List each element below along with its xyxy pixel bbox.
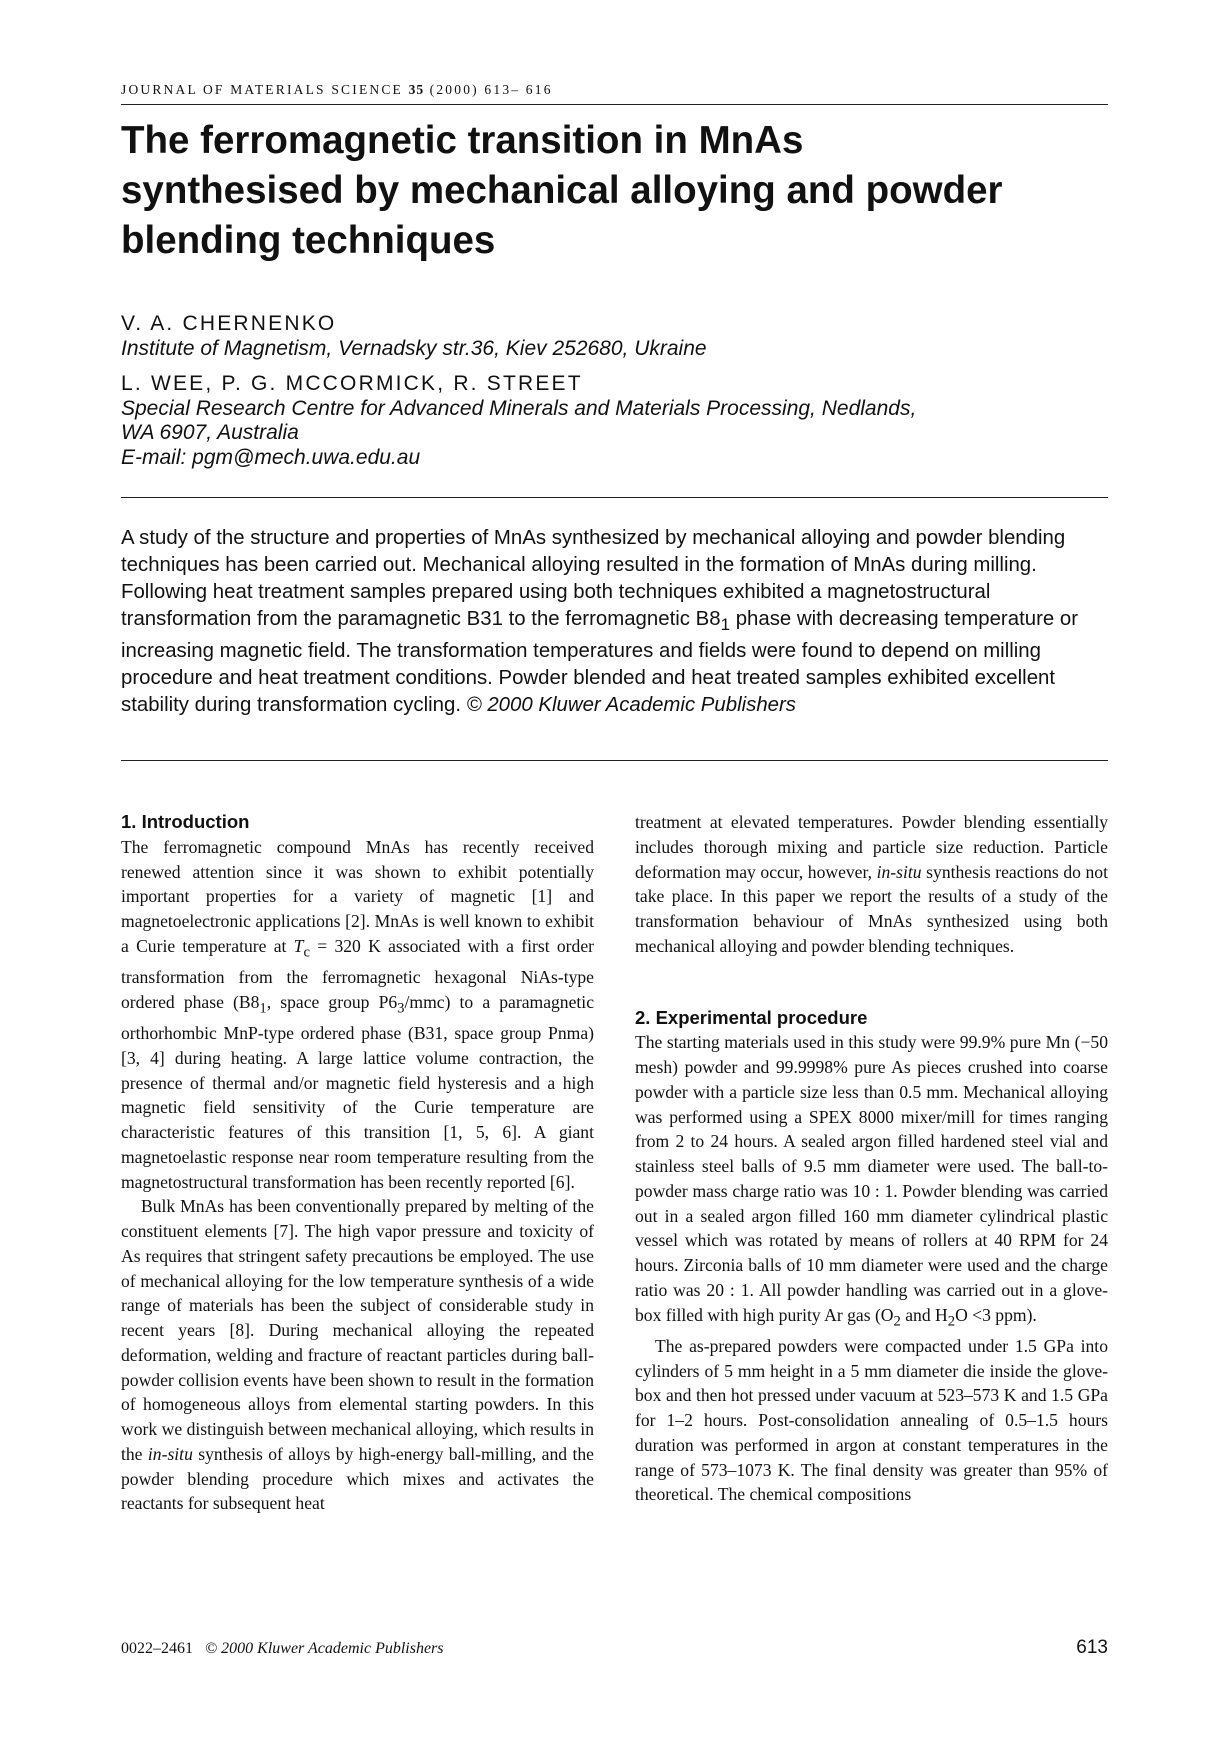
issn: 0022–2461 bbox=[121, 1640, 193, 1657]
affiliation-1: Institute of Magnetism, Vernadsky str.36, Kiev 252680, Ukraine bbox=[121, 336, 707, 360]
abstract-subscript: 1 bbox=[720, 615, 731, 635]
journal-year-pages: (2000) 613– 616 bbox=[429, 82, 553, 97]
section-heading-experimental: 2. Experimental procedure bbox=[635, 1006, 868, 1028]
footer-copyright: © 2000 Kluwer Academic Publishers bbox=[205, 1640, 444, 1657]
running-head bbox=[121, 82, 1108, 105]
abstract-copyright: © 2000 Kluwer Academic Publishers bbox=[466, 694, 797, 717]
abstract-text-cont: phase with decreasing temperature or increasing magnetic field. The transformation temperatures and fields were found to depend on milling procedure and heat treatment conditions. Powder blended and heat treated samples exhibited excellent stability during transformation cycling. bbox=[121, 608, 1078, 717]
paper-title: The ferromagnetic transition in MnAs synthesised by mechanical alloying and powder blending techniques bbox=[121, 119, 1003, 262]
page-number: 613 bbox=[1076, 1637, 1108, 1658]
author-names-1: V. A. CHERNENKO bbox=[121, 312, 337, 335]
right-column bbox=[635, 810, 1108, 1507]
contact-email: E-mail: pgm@mech.uwa.edu.au bbox=[121, 445, 421, 469]
divider-bottom bbox=[121, 760, 1108, 761]
abstract bbox=[121, 525, 1108, 719]
journal-volume: 35 bbox=[408, 82, 425, 97]
experimental-paragraph-2: The as-prepared powders were compacted under 1.5 GPa into cylinders of 5 mm height in a 5 mm diameter die inside the glove-box and then hot pressed under vacuum at 523–573 K and 1.5 GPa for 1–2 hours. Post-consolidation annealing of 0.5–1.5 hours duration was performed in argon at constant temperatures in the range of 573–1073 K. The final density was greater than 95% of theoretical. The chemical compositions bbox=[635, 1335, 1108, 1505]
intro-paragraph-2: Bulk MnAs has been conventionally prepared by melting of the constituent elements [7]. The high vapor pressure and toxicity of As requires that stringent safety precautions be employed. The use of mechanical alloying for the low temperature synthesis of a wide range of materials has been the subject of considerable study in recent years [8]. During mechanical alloying the repeated deformation, welding and fracture of reactant particles during ball-powder collision events have been shown to result in the formation of homogeneous alloys from elemental starting powders. In this work we distinguish between mechanical alloying, which results in the in-situ synthesis of alloys by high-energy ball-milling, and the powder blending procedure which mixes and activates the reactants for subsequent heat bbox=[121, 1196, 594, 1514]
abstract-text: A study of the structure and properties of MnAs synthesized by mechanical alloying and powder blending techniques has been carried out. Mechanical alloying resulted in the formation of MnAs during milling. Following heat treatment samples prepared using both techniques exhibited a magnetostructural transformation from the paramagnetic B31 to the ferromagnetic B8 bbox=[121, 527, 1066, 630]
intro-paragraph-1: The ferromagnetic compound MnAs has recently received renewed attention since it was shown to exhibit potentially important properties for a variety of magnetic [1] and magnetoelectronic applications [2]. MnAs is well known to exhibit a Curie temperature at $T_c = 320$ K associated with a first order transformation from the ferromagnetic hexagonal NiAs-type ordered phase ($B8_1$, space group $P6_3/mmc$) to a paramagnetic orthorhombic MnP-type ordered phase (B31, space group Pnma) [3, 4] during heating. A large lattice volume contraction, the presence of thermal and/or magnetic field hysteresis and a high magnetic field sensitivity of the Curie temperature are characteristic features of this transition [1, 5, 6]. A giant magnetoelastic response near room temperature resulting from the magnetostructural transformation has been recently reported [6]. bbox=[121, 836, 595, 1192]
footer-issn-copyright bbox=[121, 1640, 444, 1658]
journal-name: JOURNAL OF MATERIALS SCIENCE bbox=[121, 82, 403, 97]
intro-paragraph-3: treatment at elevated temperatures. Powder blending essentially includes thorough mixing and particle size reduction. Particle deformation may occur, however, in-situ synthesis reactions do not take place. In this paper we report the results of a study of the transformation behaviour of MnAs synthesized using both mechanical alloying and powder blending techniques. bbox=[635, 812, 1108, 956]
affiliation-2-line-2: WA 6907, Australia bbox=[121, 421, 299, 444]
section-heading-introduction: 1. Introduction bbox=[121, 811, 250, 832]
author-names-2: L. WEE, P. G. MCCORMICK, R. STREET bbox=[121, 372, 583, 395]
left-column bbox=[121, 810, 594, 1516]
experimental-paragraph-1: The starting materials used in this study were 99.9% pure Mn (−50 mesh) powder and 99.9998% pure As pieces crushed into coarse powder with a particle size less than 0.5 mm. Mechanical alloying was performed using a SPEX 8000 mixer/mill for times ranging from 2 to 24 hours. A sealed argon filled hardened steel vial and stainless steel balls of 9.5 mm diameter were used. The ball-to-powder mass charge ratio was 10 : 1. Powder blending was carried out in a sealed argon filled 160 mm diameter cylindrical plastic vessel which was rotated by means of rollers at 40 RPM for 24 hours. Zirconia balls of 10 mm diameter were used and the charge ratio was 20 : 1. All powder handling was carried out in a glove-box filled with high purity Ar gas ($O_2$ and $H_2O <3$ ppm). bbox=[635, 1032, 1108, 1330]
author-block bbox=[121, 312, 1108, 470]
divider-top bbox=[121, 497, 1108, 498]
paper-page bbox=[121, 0, 1108, 1748]
affiliation-2-line-1: Special Research Centre for Advanced Minerals and Materials Processing, Nedlands, bbox=[121, 396, 917, 420]
